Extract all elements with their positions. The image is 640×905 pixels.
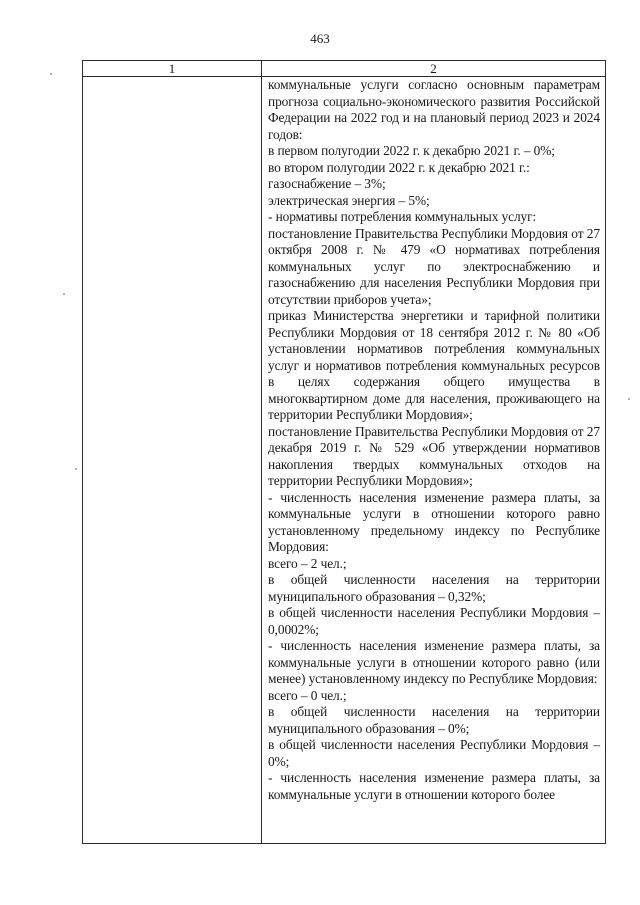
- paragraph: постановление Правительства Республики Мордовия от 27 октября 2008 г. № 479 «О нормативах потребления коммунальных услуг по электроснабжению и газоснабжению для населения Республики Мордовия при отсутствии приборов учета»;: [268, 225, 600, 307]
- page-number: 463: [310, 31, 330, 46]
- table-body-row: [83, 77, 606, 844]
- scan-speck: [628, 398, 630, 400]
- column-header-1: 1: [83, 61, 262, 77]
- scan-speck: [63, 293, 65, 295]
- column-header-2: 2: [262, 61, 606, 77]
- scan-speck: [50, 73, 52, 75]
- paragraph: во втором полугодии 2022 г. к декабрю 2021 г.:: [268, 159, 530, 175]
- paragraph: - численность населения изменение размера платы, за коммунальные услуги в отношении которого равно установленному предельному индексу по Республике Мордовия:: [268, 489, 600, 554]
- paragraph: в общей численности населения на территории муниципального образования – 0,32%;: [268, 572, 600, 604]
- paragraph: - нормативы потребления коммунальных услуг:: [268, 209, 537, 224]
- paragraph: газоснабжение – 3%;: [268, 176, 386, 191]
- paragraph: электрическая энергия – 5%;: [268, 192, 430, 208]
- scan-speck: [75, 468, 77, 470]
- paragraph: приказ Министерства энергетики и тарифной политики Республики Мордовия от 18 сентября 2012 г. № 80 «Об установлении нормативов потребления коммунальных услуг и нормативов потребления коммунальных ресурсов в целях содержания общего имущества в многоквартирном доме для населения, проживающего на территории Республики Мордовия»;: [268, 308, 600, 422]
- column-2-cell: [262, 77, 606, 844]
- paragraph: - численность населения изменение размера платы, за коммунальные услуги в отношении которого равно (или менее) установленному индексу по Республике Мордовия:: [268, 638, 600, 686]
- paragraph: в общей численности населения Республики Мордовия – 0,0002%;: [268, 605, 600, 637]
- paragraph: всего – 2 чел.;: [268, 555, 347, 571]
- paragraph: в общей численности населения Республики Мордовия – 0%;: [268, 737, 600, 769]
- paragraph: коммунальные услуги согласно основным параметрам прогноза социально-экономического развития Российской Федерации на 2022 год и на плановый период 2023 и 2024 годов:: [268, 77, 600, 142]
- paragraph: в первом полугодии 2022 г. к декабрю 2021 г. – 0%;: [268, 143, 555, 158]
- column-1-cell: [83, 77, 262, 844]
- paragraph: в общей численности населения на территории муниципального образования – 0%;: [268, 704, 600, 736]
- table-header-row: [83, 61, 606, 77]
- paragraph: всего – 0 чел.;: [268, 687, 347, 703]
- paragraph: - численность населения изменение размера платы, за коммунальные услуги в отношении которого более: [268, 770, 600, 802]
- document-table: [82, 60, 606, 844]
- paragraph: постановление Правительства Республики Мордовия от 27 декабря 2019 г. № 529 «Об утверждении нормативов накопления твердых коммунальных отходов на территории Республики Мордовия»;: [268, 423, 600, 488]
